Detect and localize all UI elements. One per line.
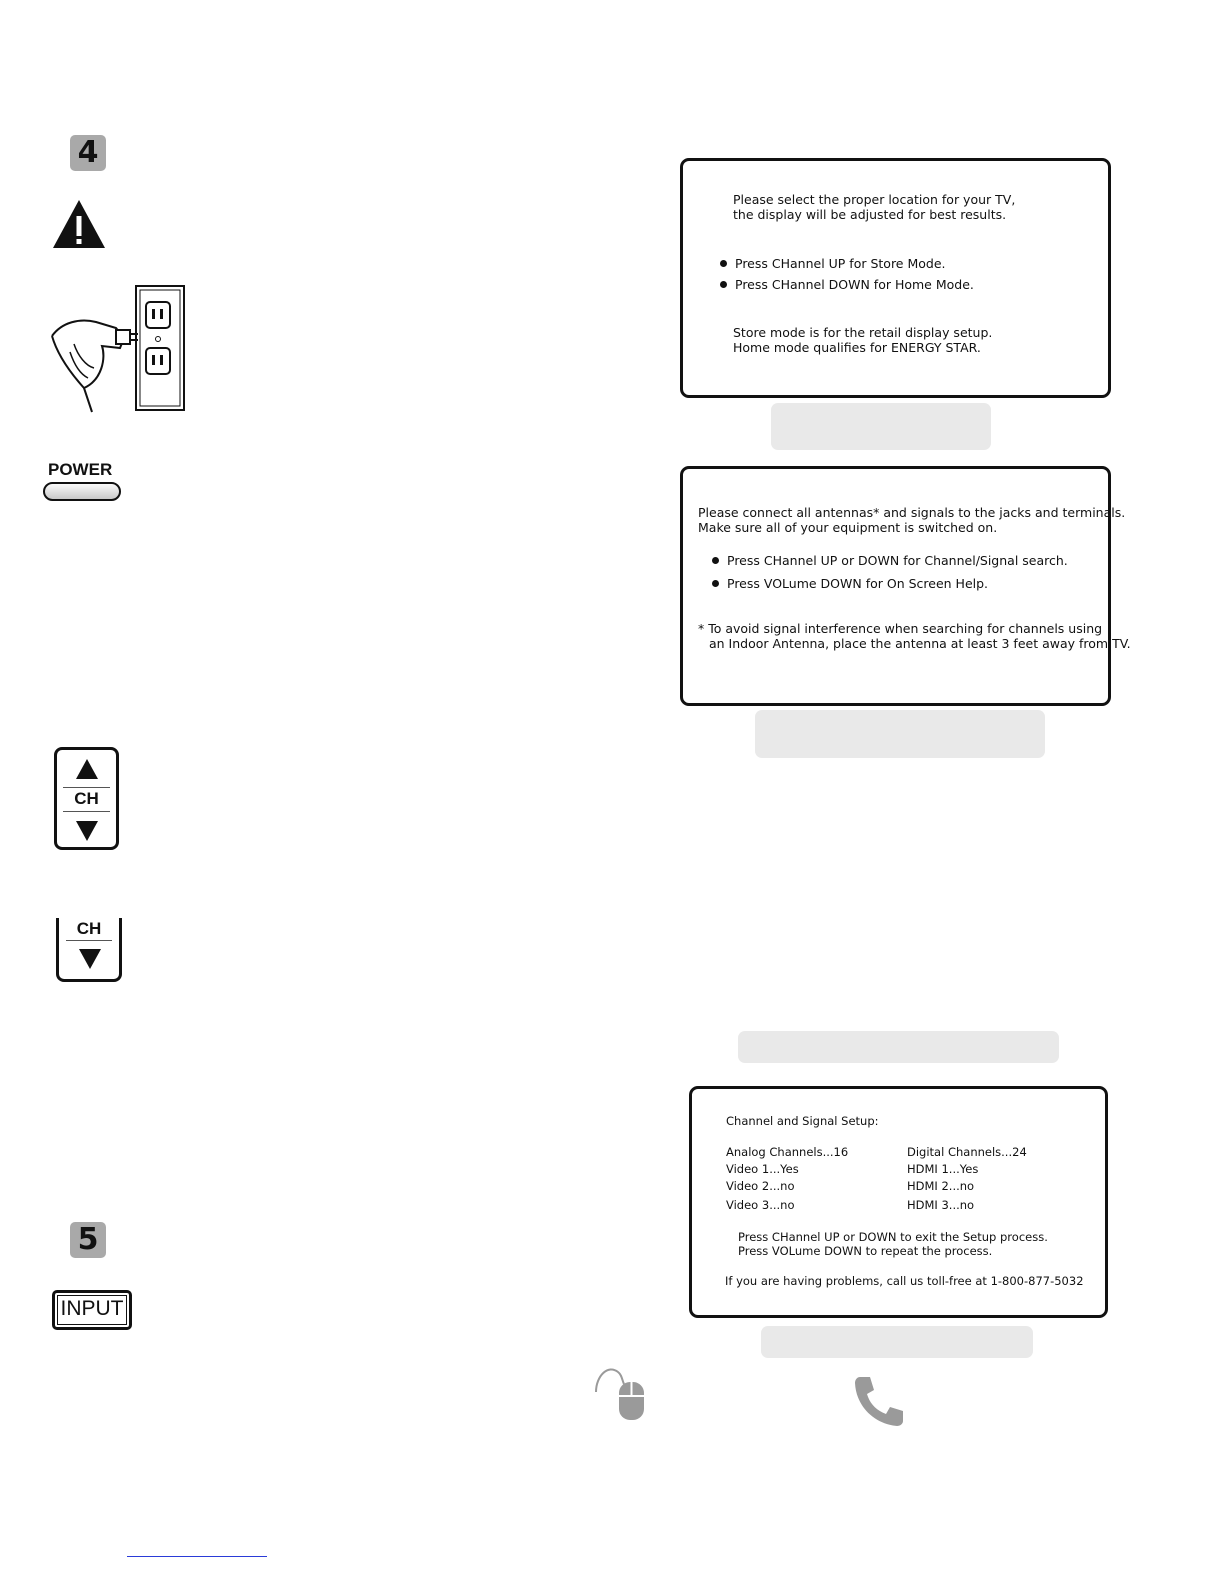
mouse-icon[interactable] <box>594 1366 648 1422</box>
repeat-instruction: Press VOLume DOWN to repeat the process. <box>738 1244 993 1258</box>
screen-title: Channel and Signal Setup: <box>726 1114 879 1128</box>
screen-footnote: an Indoor Antenna, place the antenna at least 3 feet away from TV. <box>709 636 1131 651</box>
screen-text: Make sure all of your equipment is switched on. <box>698 520 998 535</box>
video-2-status: Video 2...no <box>726 1179 795 1193</box>
channel-down-button[interactable] <box>56 918 122 982</box>
channel-search-bullet: Press CHannel UP or DOWN for Channel/Signal search. <box>712 553 1068 568</box>
ch-label-2: CH <box>76 919 102 938</box>
video-1-status: Video 1...Yes <box>726 1162 799 1176</box>
plug-outlet-icon <box>44 284 194 416</box>
screen-text: the display will be adjusted for best results. <box>733 207 1007 222</box>
analog-channels: Analog Channels...16 <box>726 1145 849 1159</box>
store-mode-bullet: Press CHannel UP for Store Mode. <box>720 256 946 271</box>
arrow-down-icon <box>75 820 99 842</box>
video-3-status: Video 3...no <box>726 1198 795 1212</box>
digital-channels: Digital Channels...24 <box>907 1145 1027 1159</box>
setup-summary-screen <box>689 1086 1108 1318</box>
caption-placeholder <box>755 710 1045 758</box>
exit-instruction: Press CHannel UP or DOWN to exit the Setup process. <box>738 1230 1048 1244</box>
ch-label: CH <box>74 789 99 808</box>
warning-triangle-icon <box>51 198 107 250</box>
caption-placeholder <box>771 403 991 450</box>
power-button[interactable] <box>43 482 121 501</box>
caption-placeholder <box>761 1326 1033 1358</box>
footer-link-underline[interactable] <box>127 1556 267 1557</box>
power-label: POWER <box>48 460 113 479</box>
screen-text: Store mode is for the retail display setup. <box>733 325 993 340</box>
channel-up-down-button[interactable] <box>54 747 119 850</box>
step-5-badge: 5 <box>70 1222 106 1258</box>
hdmi-2-status: HDMI 2...no <box>907 1179 975 1193</box>
arrow-down-icon <box>78 948 102 970</box>
screen-footnote: * To avoid signal interference when searching for channels using <box>698 621 1103 636</box>
hdmi-1-status: HDMI 1...Yes <box>907 1162 979 1176</box>
screen-text: Please select the proper location for your TV, <box>733 192 1016 207</box>
help-phone-line: If you are having problems, call us toll-free at 1-800-877-5032 <box>725 1274 1084 1288</box>
screen-text: Home mode qualifies for ENERGY STAR. <box>733 340 981 355</box>
location-setup-screen <box>680 158 1111 398</box>
screen-text: Please connect all antennas* and signals to the jacks and terminals. <box>698 505 1126 520</box>
input-button[interactable]: INPUT <box>52 1290 132 1330</box>
home-mode-bullet: Press CHannel DOWN for Home Mode. <box>720 277 974 292</box>
arrow-up-icon <box>75 758 99 780</box>
help-bullet: Press VOLume DOWN for On Screen Help. <box>712 576 988 591</box>
step-4-badge: 4 <box>70 135 106 171</box>
phone-icon[interactable] <box>852 1374 906 1428</box>
hdmi-3-status: HDMI 3...no <box>907 1198 975 1212</box>
connect-signals-screen <box>680 466 1131 706</box>
caption-placeholder <box>738 1031 1059 1063</box>
